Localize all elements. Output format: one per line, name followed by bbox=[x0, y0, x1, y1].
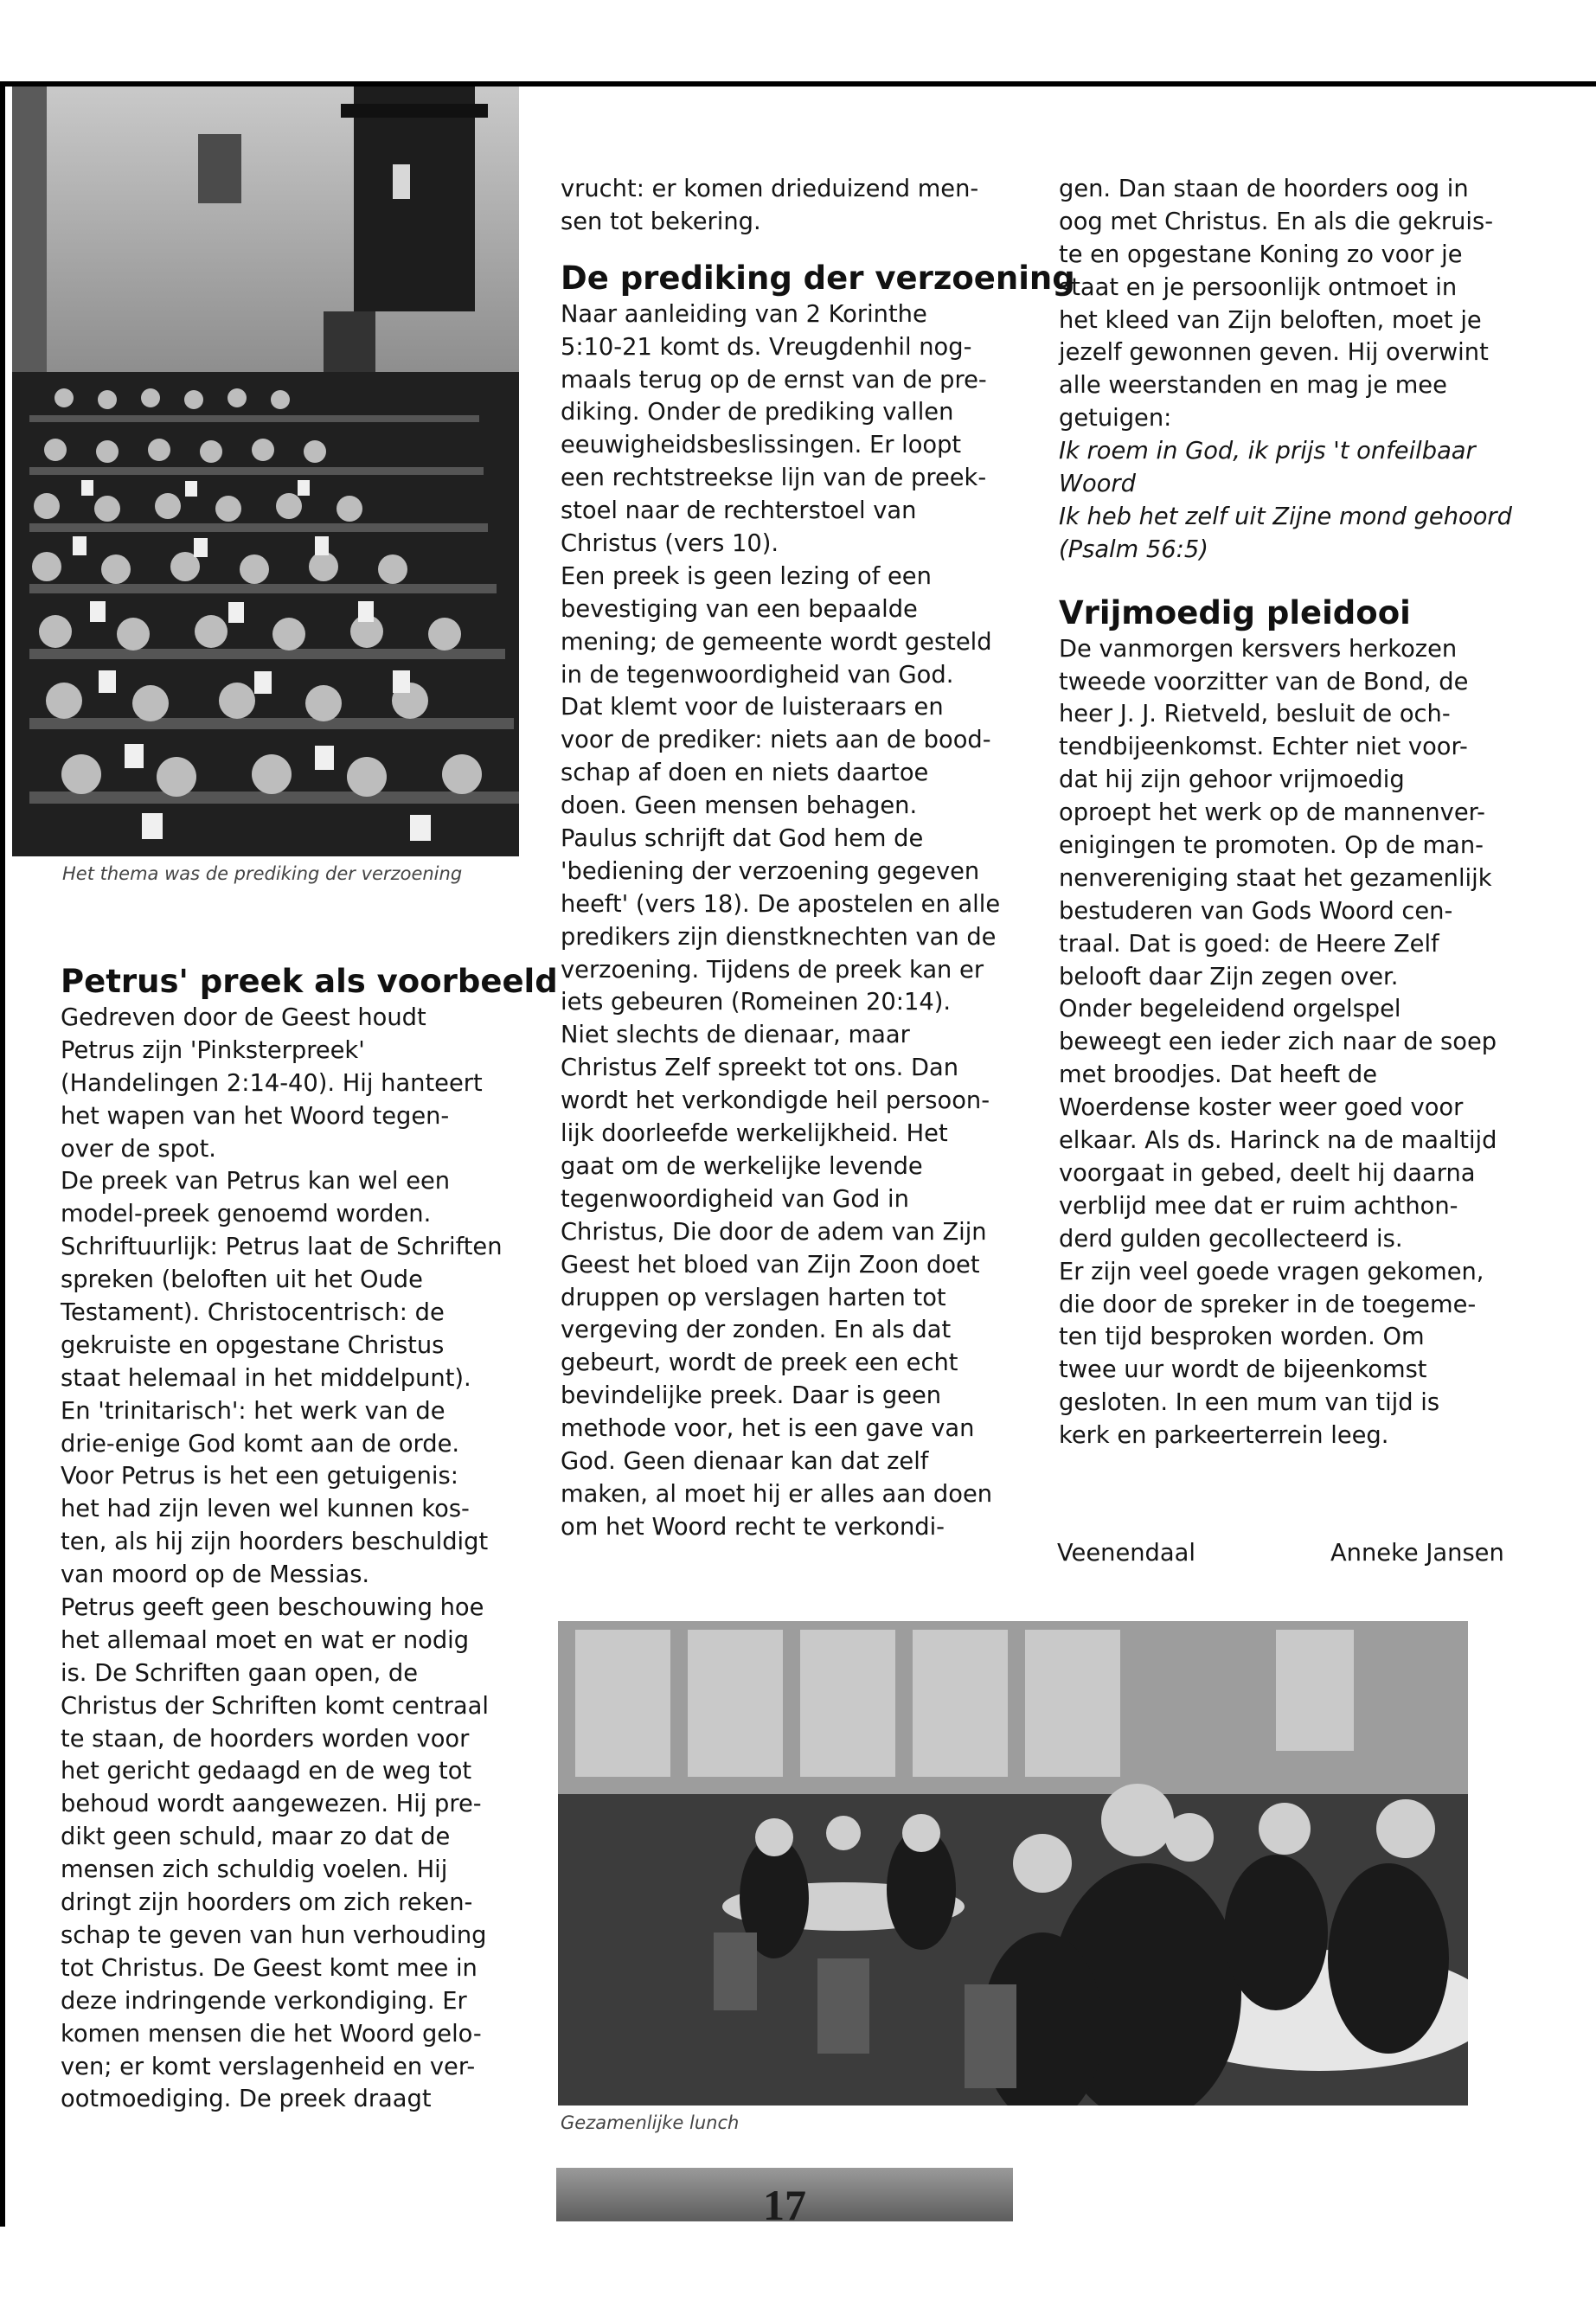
text-line: Petrus zijn 'Pinksterpreek' bbox=[61, 1036, 365, 1064]
text-line: Woerdense koster weer goed voor bbox=[1059, 1094, 1464, 1122]
text-line: Christus der Schriften komt centraal bbox=[61, 1692, 489, 1720]
text-line: 5:10-21 komt ds. Vreugdenhil nog- bbox=[561, 333, 972, 361]
text-line: schap te geven van hun verhouding bbox=[61, 1921, 487, 1949]
text-line: schap af doen en niets daartoe bbox=[561, 760, 929, 787]
text-line: het kleed van Zijn beloften, moet je bbox=[1059, 306, 1482, 334]
text-line: het had zijn leven wel kunnen kos- bbox=[61, 1496, 470, 1523]
text-line: belooft daar Zijn zegen over. bbox=[1059, 963, 1399, 990]
text-line: 'bediening der verzoening gegeven bbox=[561, 857, 980, 885]
text-line: gesloten. In een mum van tijd is bbox=[1059, 1389, 1440, 1417]
column-1 bbox=[61, 962, 558, 2116]
lunch-room-image bbox=[558, 1621, 1468, 2106]
text-line: Naar aanleiding van 2 Korinthe bbox=[561, 300, 927, 328]
heading-prediking-verzoening: De prediking der verzoening bbox=[561, 259, 1075, 297]
text-line: God. Geen dienaar kan dat zelf bbox=[561, 1447, 929, 1475]
text-line: doen. Geen mensen behagen. bbox=[561, 792, 918, 820]
text-line: Testament). Christocentrisch: de bbox=[61, 1299, 445, 1327]
text-line: komen mensen die het Woord gelo- bbox=[61, 2020, 482, 2048]
text-line: tendbijeenkomst. Echter niet voor- bbox=[1059, 734, 1468, 761]
text-line: En 'trinitarisch': het werk van de bbox=[61, 1397, 445, 1425]
text-line: tot Christus. De Geest komt mee in bbox=[61, 1954, 478, 1982]
text-line: te en opgestane Koning zo voor je bbox=[1059, 240, 1463, 268]
text-line: derd gulden gecollecteerd is. bbox=[1059, 1225, 1403, 1253]
text-line: alle weerstanden en mag je mee bbox=[1059, 372, 1447, 400]
text-line: ven; er komt verslagenheid en ver- bbox=[61, 2053, 476, 2080]
left-rule bbox=[0, 81, 5, 2227]
text-line: druppen op verslagen harten tot bbox=[561, 1284, 946, 1311]
text-line: enigingen te promoten. Op de man- bbox=[1059, 832, 1484, 860]
text-line: bevestiging van een bepaalde bbox=[561, 595, 918, 623]
text-line: eeuwigheidsbeslissingen. Er loopt bbox=[561, 432, 962, 459]
text-line: tegenwoordigheid van God in bbox=[561, 1185, 909, 1213]
text-line: De vanmorgen kersvers herkozen bbox=[1059, 635, 1458, 663]
text-line: maken, al moet hij er alles aan doen bbox=[561, 1480, 993, 1508]
text-line: die door de spreker in de toegeme- bbox=[1059, 1291, 1477, 1318]
text-line: vrucht: er komen drieduizend men- bbox=[561, 176, 979, 202]
text-line: over de spot. bbox=[61, 1135, 216, 1163]
text-line: een rechtstreekse lijn van de preek- bbox=[561, 465, 987, 492]
heading-petrus-preek: Petrus' preek als voorbeeld bbox=[61, 963, 558, 1000]
text-line: predikers zijn dienstknechten van de bbox=[561, 923, 997, 951]
text-line: ootmoediging. De preek draagt bbox=[61, 2086, 432, 2113]
text-line: staat en je persoonlijk ontmoet in bbox=[1059, 273, 1458, 301]
text-line: Gedreven door de Geest houdt bbox=[61, 1004, 426, 1031]
text-line: methode voor, het is een gave van bbox=[561, 1415, 975, 1443]
psalm-quote bbox=[1059, 435, 1543, 567]
text-line: stoel naar de rechterstoel van bbox=[561, 497, 917, 525]
text-line: behoud wordt aangewezen. Hij pre- bbox=[61, 1791, 482, 1818]
text-line: lijk doorleefde werkelijkheid. Het bbox=[561, 1120, 948, 1148]
church-photo-caption: Het thema was de prediking der verzoening bbox=[62, 863, 463, 884]
text-line: Schriftuurlijk: Petrus laat de Schriften bbox=[61, 1234, 503, 1261]
text-line: Woord bbox=[1059, 471, 1136, 498]
text-line: om het Woord recht te verkondi- bbox=[561, 1513, 945, 1541]
text-line: Een preek is geen lezing of een bbox=[561, 562, 932, 590]
text-line: Christus Zelf spreekt tot ons. Dan bbox=[561, 1054, 959, 1082]
text-line: staat helemaal in het middelpunt). bbox=[61, 1364, 471, 1392]
text-line: iets gebeuren (Romeinen 20:14). bbox=[561, 989, 952, 1016]
page-number-bar bbox=[556, 2168, 1013, 2221]
text-line: met broodjes. Dat heeft de bbox=[1059, 1061, 1378, 1089]
text-line: Geest het bloed van Zijn Zoon doet bbox=[561, 1251, 980, 1279]
lunch-photo bbox=[558, 1621, 1468, 2106]
text-line: wordt het verkondigde heil persoon- bbox=[561, 1087, 990, 1115]
text-line: maals terug op de ernst van de pre- bbox=[561, 366, 987, 394]
text-line: (Handelingen 2:14-40). Hij hanteert bbox=[61, 1069, 483, 1097]
church-photo bbox=[12, 87, 519, 856]
text-line: beweegt een ieder zich naar de soep bbox=[1059, 1029, 1497, 1056]
column-3-body bbox=[1059, 633, 1543, 1452]
text-line: bevindelijke preek. Daar is geen bbox=[561, 1382, 942, 1410]
text-line: heer J. J. Rietveld, besluit de och- bbox=[1059, 701, 1451, 728]
signoff-place: Veenendaal bbox=[1057, 1540, 1195, 1567]
column-1-body bbox=[61, 1002, 519, 2116]
text-line: oproept het werk op de mannenver- bbox=[1059, 799, 1485, 827]
text-line: het allemaal moet en wat er nodig bbox=[61, 1626, 470, 1654]
signoff-author: Anneke Jansen bbox=[1330, 1540, 1504, 1567]
text-line: mening; de gemeente wordt gesteld bbox=[561, 628, 992, 656]
text-line: getuigen: bbox=[1059, 405, 1172, 433]
text-line: diking. Onder de prediking vallen bbox=[561, 399, 954, 426]
text-line: van moord op de Messias. bbox=[61, 1561, 370, 1589]
text-line: tweede voorzitter van de Bond, de bbox=[1059, 668, 1469, 695]
text-line: in de tegenwoordigheid van God. bbox=[561, 661, 954, 689]
page-number: 17 bbox=[763, 2181, 806, 2221]
text-line: jezelf gewonnen geven. Hij overwint bbox=[1059, 339, 1489, 367]
text-line: dikt geen schuld, maar zo dat de bbox=[61, 1823, 451, 1851]
text-line: spreken (beloften uit het Oude bbox=[61, 1266, 423, 1294]
text-line: Er zijn veel goede vragen gekomen, bbox=[1059, 1258, 1484, 1285]
text-line: De preek van Petrus kan wel een bbox=[61, 1168, 451, 1195]
text-line: elkaar. Als ds. Harinck na de maaltijd bbox=[1059, 1127, 1497, 1155]
text-line: te staan, de hoorders worden voor bbox=[61, 1725, 470, 1753]
text-line: verblijd mee dat er ruim achthon- bbox=[1059, 1192, 1458, 1220]
text-line: gekruiste en opgestane Christus bbox=[61, 1331, 445, 1359]
text-line: Niet slechts de dienaar, maar bbox=[561, 1022, 910, 1049]
text-line: traal. Dat is goed: de Heere Zelf bbox=[1059, 930, 1439, 958]
column-2-body bbox=[561, 298, 1010, 1544]
text-line: mensen zich schuldig voelen. Hij bbox=[61, 1856, 448, 1884]
text-line: Christus, Die door de adem van Zijn bbox=[561, 1218, 987, 1246]
text-line: voorgaat in gebed, deelt hij daarna bbox=[1059, 1159, 1476, 1187]
text-line: Petrus geeft geen beschouwing hoe bbox=[61, 1594, 484, 1622]
text-line: Dat klemt voor de luisteraars en bbox=[561, 694, 944, 721]
text-line: Voor Petrus is het een getuigenis: bbox=[61, 1463, 458, 1490]
text-line: twee uur wordt de bijeenkomst bbox=[1059, 1356, 1427, 1384]
text-line: Paulus schrijft dat God hem de bbox=[561, 825, 924, 853]
text-line: voor de prediker: niets aan de bood- bbox=[561, 727, 991, 754]
text-line: Ik roem in God, ik prijs 't onfeilbaar bbox=[1059, 438, 1476, 465]
text-line: Ik heb het zelf uit Zijne mond gehoord bbox=[1059, 503, 1512, 530]
text-line: ten, als hij zijn hoorders beschuldigt bbox=[61, 1529, 489, 1556]
text-line: (Psalm 56:5) bbox=[1059, 535, 1208, 563]
text-line: sen tot bekering. bbox=[561, 208, 761, 235]
text-line: ten tijd besproken worden. Om bbox=[1059, 1324, 1425, 1351]
text-line: nenvereniging staat het gezamenlijk bbox=[1059, 864, 1492, 892]
heading-vrijmoedig-pleidooi: Vrijmoedig pleidooi bbox=[1059, 593, 1411, 631]
text-line: deze indringende verkondiging. Er bbox=[61, 1987, 467, 2015]
text-line: model-preek genoemd worden. bbox=[61, 1201, 432, 1228]
column-2 bbox=[561, 173, 1075, 1544]
text-line: bestuderen van Gods Woord cen- bbox=[1059, 897, 1453, 925]
text-line: dat hij zijn gehoor vrijmoedig bbox=[1059, 766, 1405, 794]
text-line: oog met Christus. En als die gekruis- bbox=[1059, 208, 1494, 235]
column-2-intro bbox=[561, 173, 1010, 239]
text-line: vergeving der zonden. En als dat bbox=[561, 1317, 952, 1344]
text-line: kerk en parkeerterrein leeg. bbox=[1059, 1422, 1389, 1450]
text-line: is. De Schriften gaan open, de bbox=[61, 1659, 419, 1687]
lunch-photo-caption: Gezamenlijke lunch bbox=[561, 2112, 740, 2133]
text-line: gen. Dan staan de hoorders oog in bbox=[1059, 176, 1469, 202]
text-line: drie-enige God komt aan de orde. bbox=[61, 1430, 460, 1458]
text-line: heeft' (vers 18). De apostelen en alle bbox=[561, 890, 1001, 918]
text-line: het gericht gedaagd en de weg tot bbox=[61, 1758, 472, 1785]
text-line: Christus (vers 10). bbox=[561, 530, 779, 558]
column-3 bbox=[1059, 173, 1543, 1452]
text-line: verzoening. Tijdens de preek kan er bbox=[561, 956, 984, 984]
text-line: dringt zijn hoorders om zich reken- bbox=[61, 1889, 473, 1917]
church-interior-image bbox=[12, 87, 519, 856]
text-line: Onder begeleidend orgelspel bbox=[1059, 996, 1401, 1023]
text-line: het wapen van het Woord tegen- bbox=[61, 1102, 450, 1130]
text-line: gaat om de werkelijke levende bbox=[561, 1152, 923, 1180]
column-3-intro bbox=[1059, 173, 1543, 435]
text-line: gebeurt, wordt de preek een echt bbox=[561, 1349, 958, 1377]
